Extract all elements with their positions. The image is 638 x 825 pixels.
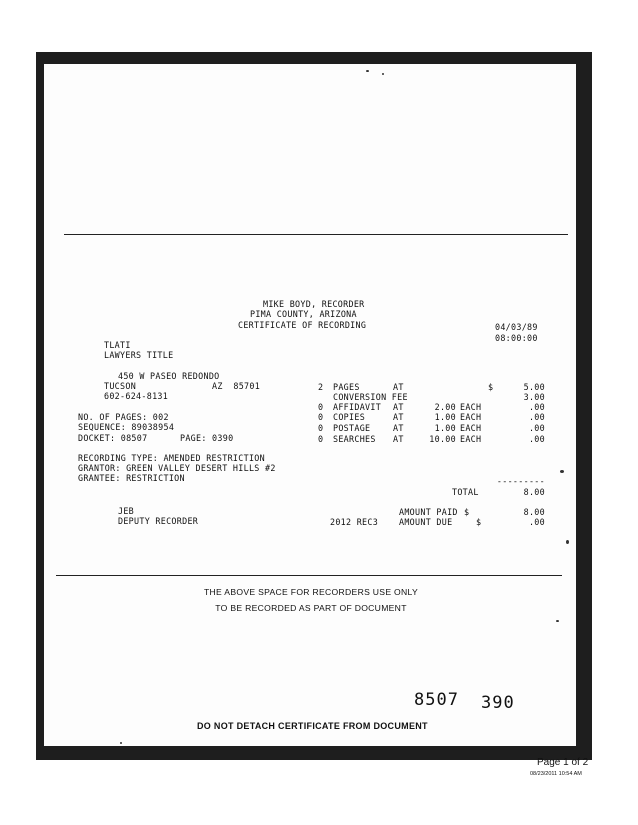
scan-speck: [382, 73, 384, 75]
fee-qty: 0: [318, 423, 324, 433]
record-as-part-notice: TO BE RECORDED AS PART OF DOCUMENT: [215, 603, 407, 613]
deputy-title: DEPUTY RECORDER: [118, 516, 199, 526]
phone-number: 602-624-8131: [104, 391, 169, 401]
fee-each: EACH: [460, 412, 482, 422]
recording-date: 04/03/89: [495, 322, 538, 332]
fee-item: AFFIDAVIT: [333, 402, 382, 412]
document-page: [44, 64, 576, 746]
recorder-use-notice: THE ABOVE SPACE FOR RECORDERS USE ONLY: [203, 587, 419, 597]
fee-each: EACH: [460, 434, 482, 444]
docket-number: DOCKET: 08507: [78, 433, 148, 443]
fee-at: AT: [393, 382, 404, 392]
handwritten-docket: 8507: [414, 690, 459, 710]
fee-item: PAGES: [333, 382, 360, 392]
total-amount: 8.00: [523, 487, 545, 497]
fee-amount: 3.00: [523, 392, 545, 402]
fee-amount: .00: [528, 402, 545, 412]
fee-each: EACH: [460, 423, 482, 433]
fee-amount: .00: [528, 423, 545, 433]
fee-amount: .00: [528, 434, 545, 444]
recorder-county: PIMA COUNTY, ARIZONA: [250, 309, 357, 319]
fee-at: AT: [393, 423, 404, 433]
company-name: LAWYERS TITLE: [104, 350, 174, 360]
fee-amount: .00: [528, 412, 545, 422]
certificate-title: CERTIFICATE OF RECORDING: [238, 320, 367, 330]
fee-rate: 1.00: [434, 412, 456, 422]
scan-speck: [366, 70, 369, 72]
street-address: 450 W PASEO REDONDO: [118, 371, 220, 381]
fee-at: AT: [393, 412, 404, 422]
recording-type: RECORDING TYPE: AMENDED RESTRICTION: [78, 453, 265, 463]
amount-due-label: AMOUNT DUE: [399, 517, 453, 527]
recording-time: 08:00:00: [495, 333, 538, 343]
total-label: TOTAL: [452, 487, 479, 497]
city: TUCSON: [104, 381, 137, 391]
fee-at: AT: [393, 434, 404, 444]
scan-speck: [556, 620, 559, 622]
number-of-pages: NO. OF PAGES: 002: [78, 412, 169, 422]
amount-due: .00: [528, 517, 545, 527]
fee-qty: 0: [318, 412, 324, 422]
sequence-number: SEQUENCE: 89038954: [78, 422, 175, 432]
fee-item: SEARCHES: [333, 434, 376, 444]
recorder-name: MIKE BOYD, RECORDER: [263, 299, 365, 309]
dollar-sign: $: [488, 382, 494, 392]
top-rule: [64, 234, 568, 235]
fee-at: AT: [393, 402, 404, 412]
fee-rate: 10.00: [429, 434, 456, 444]
fee-qty: 2: [318, 382, 324, 392]
fee-rate: 1.00: [434, 423, 456, 433]
amount-paid-label: AMOUNT PAID: [399, 507, 458, 517]
handwritten-page: 390: [481, 693, 515, 713]
state-zip: AZ 85701: [212, 381, 261, 391]
page-indicator: Page 1 of 2: [537, 757, 589, 768]
do-not-detach-notice: DO NOT DETACH CERTIFICATE FROM DOCUMENT: [197, 721, 428, 731]
scan-speck: [566, 540, 569, 544]
fee-rate: 2.00: [434, 402, 456, 412]
bottom-rule: [56, 575, 562, 576]
deputy-initials: JEB: [118, 506, 135, 516]
dollar-sign: $: [476, 517, 482, 527]
register-code: 2012 REC3: [330, 517, 379, 527]
fee-qty: 0: [318, 402, 324, 412]
scan-speck: [120, 742, 122, 744]
fee-item: CONVERSION FEE: [333, 392, 408, 402]
print-timestamp: 08/23/2011 10:54 AM: [530, 771, 582, 777]
scan-speck: [560, 470, 564, 473]
grantee: GRANTEE: RESTRICTION: [78, 473, 185, 483]
fee-each: EACH: [460, 402, 482, 412]
fee-qty: 0: [318, 434, 324, 444]
account-code: TLATI: [104, 340, 131, 350]
fee-item: COPIES: [333, 412, 366, 422]
dollar-sign: $: [464, 507, 470, 517]
page-number: PAGE: 0390: [180, 433, 234, 443]
grantor: GRANTOR: GREEN VALLEY DESERT HILLS #2: [78, 463, 276, 473]
fee-item: POSTAGE: [333, 423, 371, 433]
amount-paid: 8.00: [523, 507, 545, 517]
fee-amount: 5.00: [523, 382, 545, 392]
total-divider: ---------: [496, 476, 545, 486]
